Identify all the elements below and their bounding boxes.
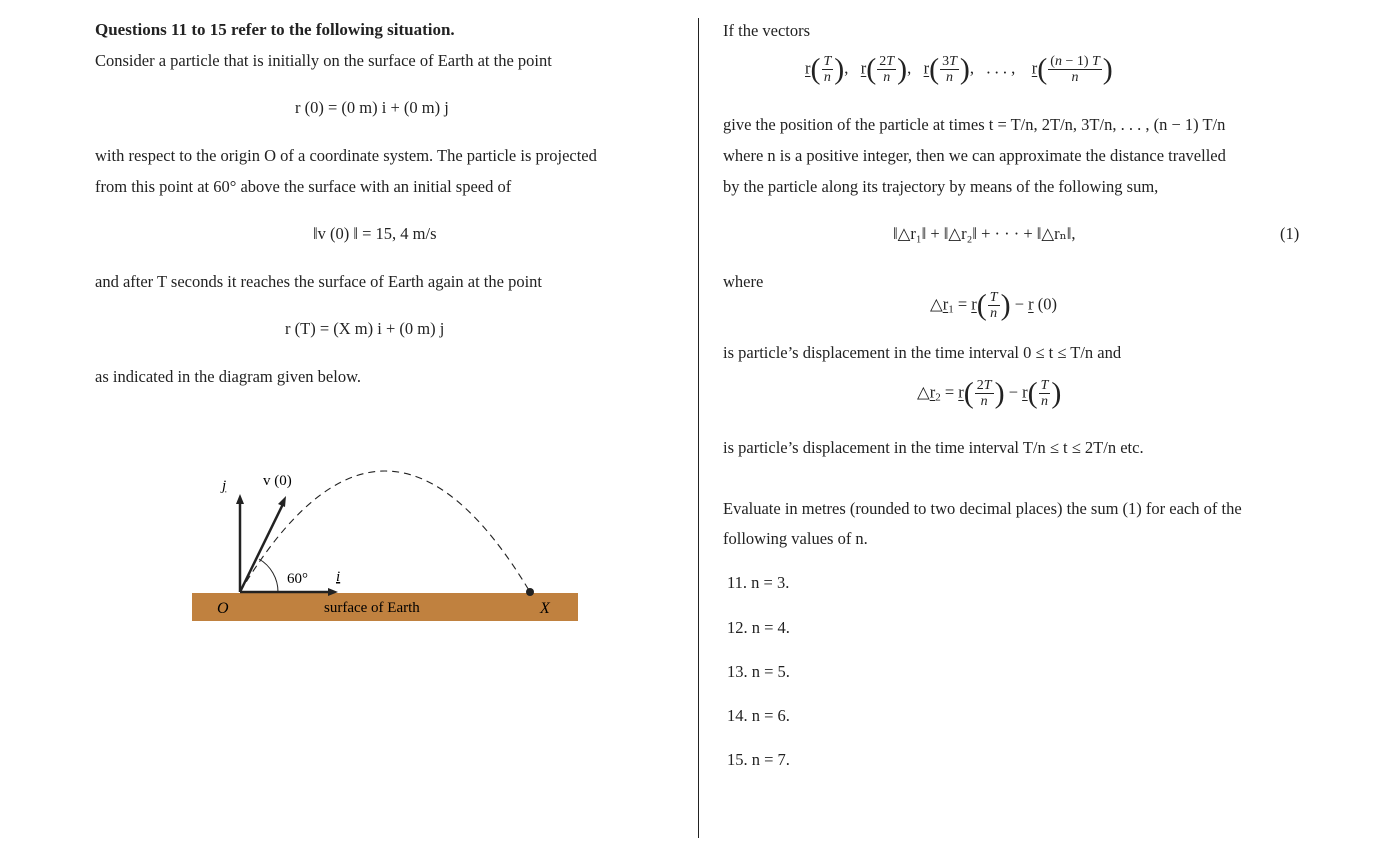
column-divider [698,18,699,838]
trajectory-curve [240,471,530,592]
paragraph-times: give the position of the particle at times t = T/n, 2T/n, 3T/n, . . . , (n − 1) T/n [723,115,1226,134]
paragraph-where: where [723,272,764,291]
paragraph-sum-intro: by the particle along its trajectory by means of the following sum, [723,177,1159,196]
question-12: 12. n = 4. [727,618,790,637]
equation-number: (1) [1280,224,1300,243]
paragraph-intro: Consider a particle that is initially on the surface of Earth at the point [95,51,552,70]
paragraph-approximation: where n is a positive integer, then we can approximate the distance travelled [723,146,1226,165]
equation-delta-r2: $\triangle r_2 = r$( $\frac{2T}{n}$ ) − r( $\frac{T}{n}$ ) [917,376,1062,410]
label-origin: O [217,600,229,617]
question-15: 15. n = 7. [727,750,790,769]
label-x: X [540,600,550,617]
paragraph-interval-1: is particle’s displacement in the time interval 0 ≤ t ≤ T/n and [723,343,1122,362]
paragraph-evaluate: Evaluate in metres (rounded to two decimal places) the sum (1) for each of the [723,499,1242,518]
paragraph-diagram-ref: as indicated in the diagram given below. [95,367,362,386]
question-14: 14. n = 6. [727,706,790,725]
angle-arc [259,559,278,592]
trajectory-diagram [185,440,585,630]
equation-final-position: r (T) = (X m) i + (0 m) j [285,319,445,338]
question-13: 13. n = 5. [727,662,790,681]
velocity-vector [240,504,283,592]
paragraph-values-of-n: following values of n. [723,529,868,548]
equation-delta-r1: $\triangle r_1 = r$( $\frac{T}{n}$ ) − r (0) [930,288,1057,322]
paragraph-landing: and after T seconds it reaches the surface of Earth again at the point [95,272,542,291]
velocity-arrowhead-icon [278,496,286,507]
paragraph-vectors-intro: If the vectors [723,21,811,40]
paragraph-interval-2: is particle’s displacement in the time interval T/n ≤ t ≤ 2T/n etc. [723,438,1144,457]
equation-initial-speed: ‖v (0) ‖ = 15, 4 m/s [313,224,437,243]
equation-distance-sum: ‖△r₁‖ + ‖△r₂‖ + · · · + ‖△rₙ‖, [893,224,1076,243]
equation-vector-list: r( $\frac{T}{n}$ ), r( $\frac{2T}{n}$ ), r( $\frac{3T}{n}$ ), . . . , r( $\frac{(n - 1) T}{n}$ ) [805,52,1113,86]
label-angle: 60° [287,571,308,587]
landing-point [526,588,534,596]
equation-initial-position: r (0) = (0 m) i + (0 m) j [295,98,449,117]
label-v0: v (0) [263,473,292,489]
label-surface: surface of Earth [324,600,420,616]
paragraph-origin: with respect to the origin O of a coordinate system. The particle is projected [95,146,597,165]
paragraph-projection: from this point at 60° above the surface with an initial speed of [95,177,512,196]
j-arrowhead-icon [236,494,244,504]
question-11: 11. n = 3. [727,573,790,592]
section-heading: Questions 11 to 15 refer to the following situation. [95,20,455,39]
label-i: i [336,569,341,585]
label-j: j [222,478,227,494]
